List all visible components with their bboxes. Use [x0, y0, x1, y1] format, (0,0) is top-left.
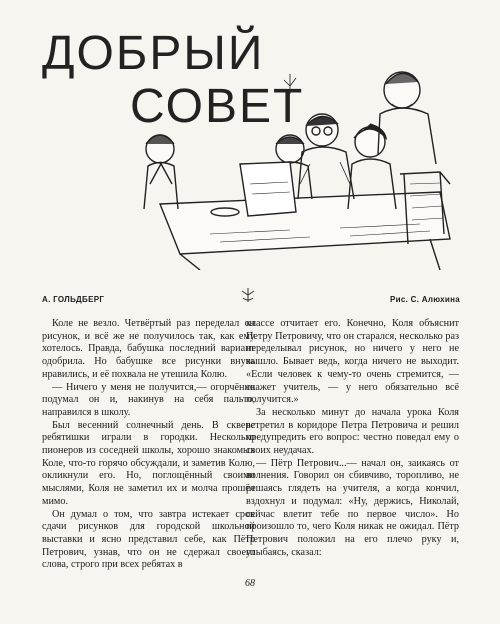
title-line-1: ДОБРЫЙ — [42, 27, 265, 80]
paragraph: — Ничего у меня не получится,— огорчённо подумал он и, накинув на себя пальто, направился в школу. — [42, 381, 255, 418]
paragraph: Он думал о том, что завтра истекает срок сдачи рисунков для городской школьной выставки и ясно представил себе, как Пётр Петрович, узнав, что он не сдержал своего слова, строго при всех ребятах в — [42, 508, 255, 571]
paragraph: классе отчитает его. Конечно, Коля объяснит Петру Петровичу, что он старался, несколько раз переделывал рисунок, но ничего у него не вышло. Бывает ведь, когда ничего не выходит. «Если человек к чему-то очень стремится, — скажет учитель, — у него обязательно всё получится.» — [246, 318, 459, 406]
paragraph: За несколько минут до начала урока Коля встретил в коридоре Петра Петровича и решил предупредить его вопрос: честно поведал ему о своих неудачах. — [246, 406, 459, 457]
text-column-right — [246, 318, 459, 559]
text-column-left — [42, 318, 255, 572]
title-line-2: СОВЕТ — [130, 80, 305, 133]
illustrator-credit: Рис. С. Алюхина — [389, 295, 460, 304]
illustration — [140, 34, 460, 270]
ornament-icon — [233, 286, 263, 304]
paragraph: Коле не везло. Четвёртый раз переделал он рисунок, и всё же не получилось так, как ему хотелось. Правда, бабушка последний вариант одобрила. Но бабушке все рисунки внука нравились, и её похвала не утешила Колю. — [42, 318, 255, 380]
paragraph: Был весенний солнечный день. В сквере ребятишки играли в городки. Несколько пионеров из соседней школы, хорошо знакомых Коле, что-то горячо обсуждали, и заметив Колю, окликнули его. Но, поглощённый своими мыслями, Коля не заметил их и молча прошёл мимо. — [42, 419, 255, 507]
paragraph: — Пётр Петрович...— начал он, заикаясь от волнения. Говорил он сбивчиво, торопливо, не решаясь глядеть на учителя, а когда кончил, вздохнул и подумал: «Ну, держись, Николай, сейчас влетит тебе по первое число». Но произошло то, чего Коля никак не ожидал. Пётр Петрович положил на его плечо руку и, улыбаясь, сказал: — [246, 457, 459, 558]
author-name: А. ГОЛЬДБЕРГ — [42, 295, 105, 304]
page-number: 68 — [245, 578, 255, 589]
